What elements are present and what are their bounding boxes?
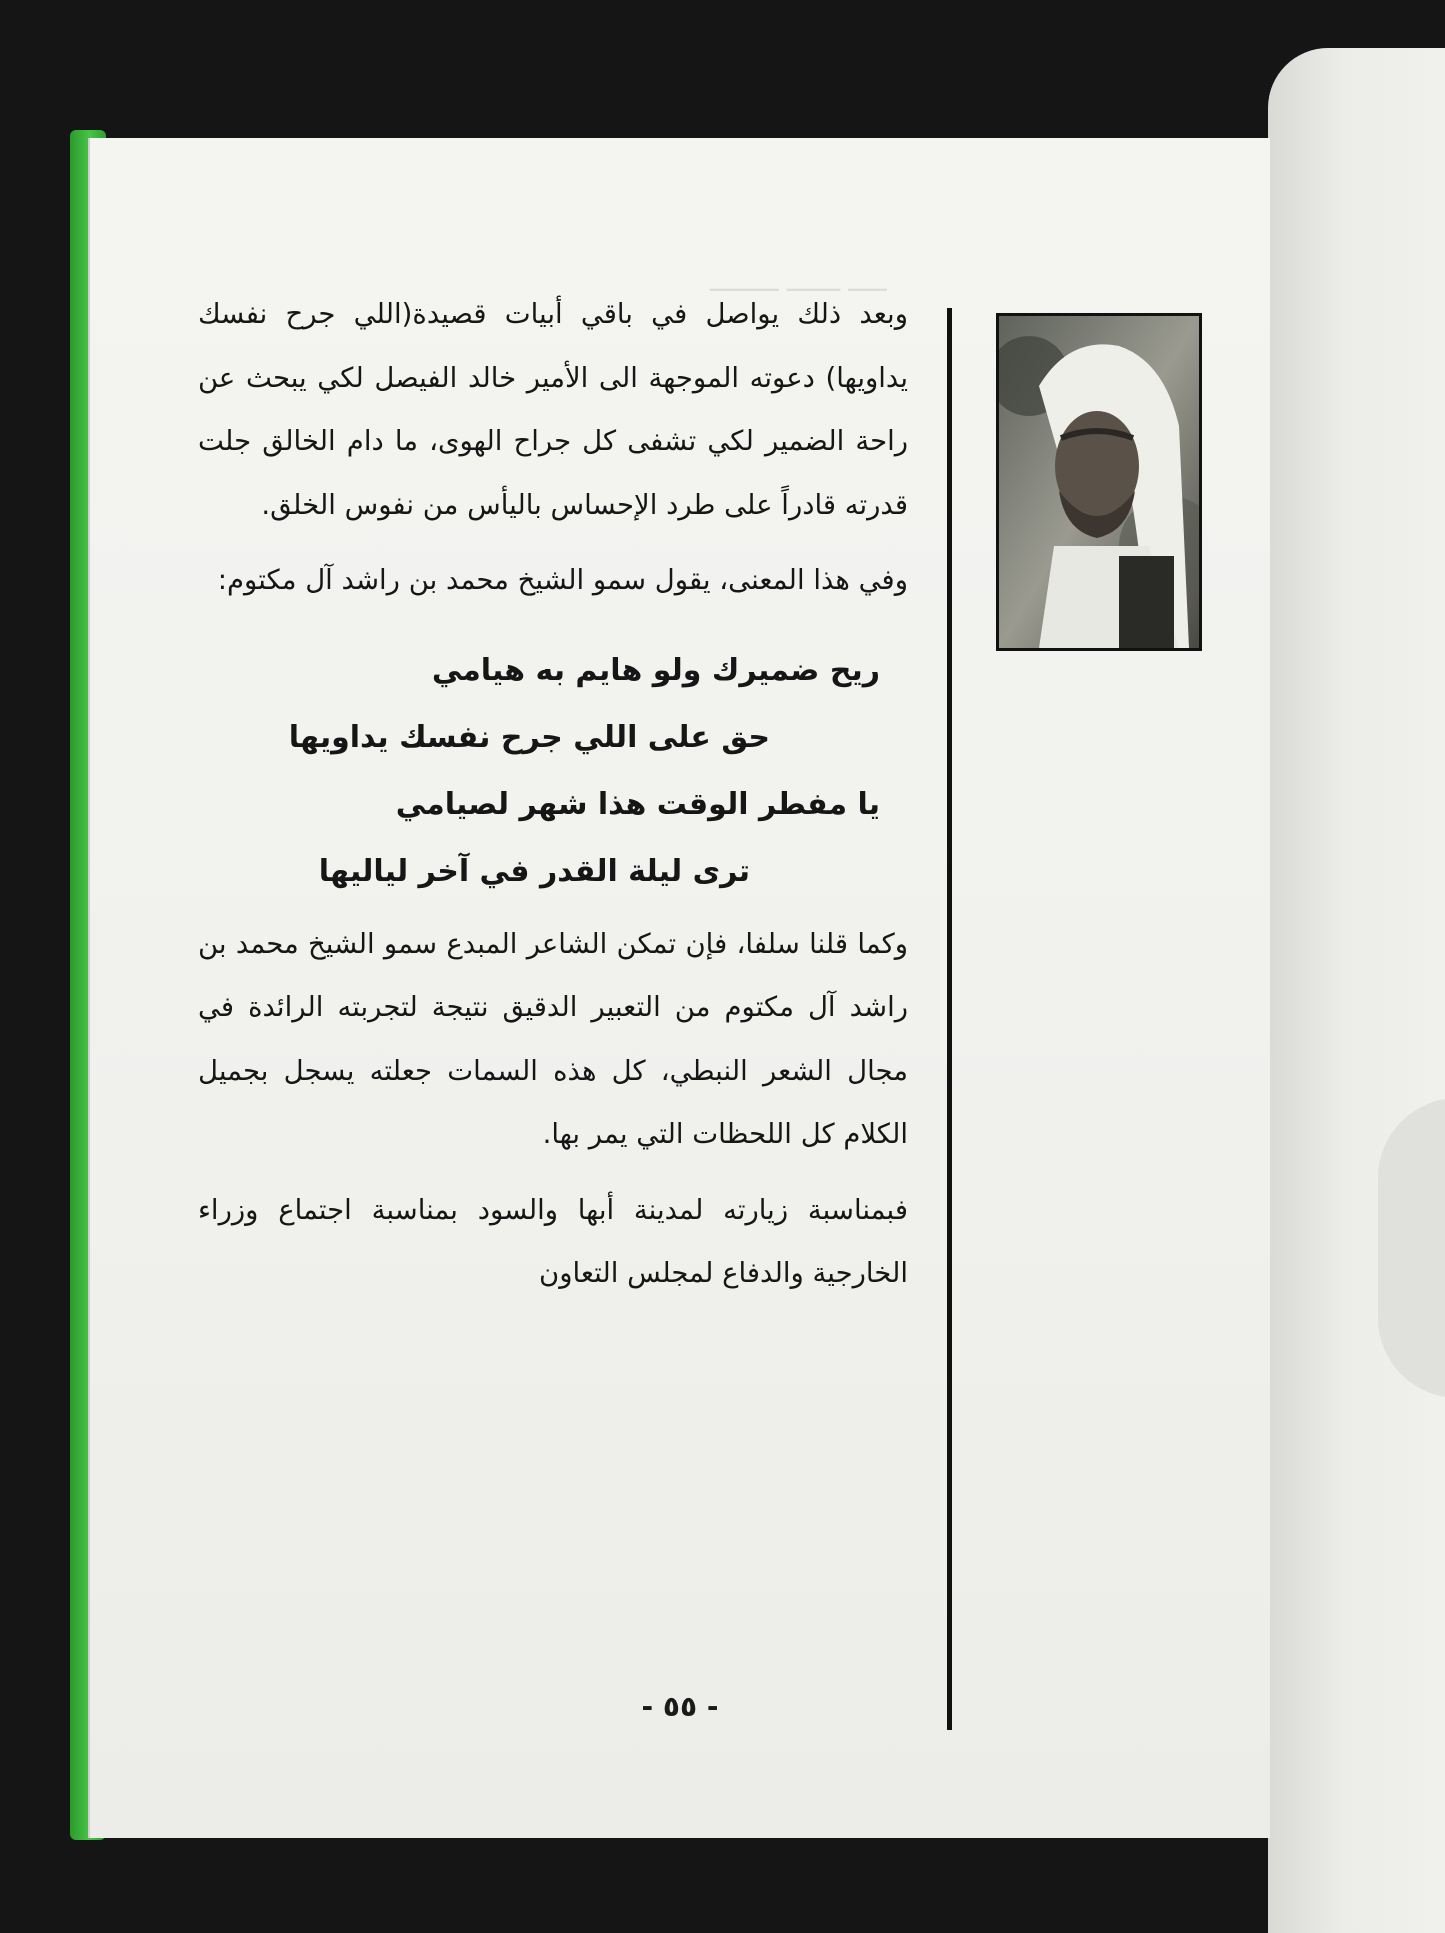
paragraph-3: وكما قلنا سلفا، فإن تمكن الشاعر المبدع سمو الشيخ محمد بن راشد آل مكتوم من التعبير الدقيق نتيجة لتجربته الرائدة في مجال الشعر النبطي، كل هذه السمات جعلته يسجل بجميل الكلام كل اللحظات التي يمر بها.	[198, 927, 908, 1150]
paragraph-4: فبمناسبة زيارته لمدينة أبها والسود بمناسبة اجتماع وزراء الخارجية والدفاع لمجلس التعاون	[198, 1193, 908, 1289]
poem	[198, 637, 880, 905]
poem-verse-2: حق على اللي جرح نفسك يداويها	[288, 719, 770, 755]
facing-page-shadow	[1378, 1098, 1445, 1398]
facing-page	[1268, 48, 1445, 1933]
page-number: - ٥٥ -	[641, 1690, 719, 1723]
portrait-image	[999, 316, 1199, 648]
book-page	[88, 138, 1270, 1838]
paragraph-2: وفي هذا المعنى، يقول سمو الشيخ محمد بن راشد آل مكتوم:	[217, 564, 908, 596]
bleed-through-text: ـــــــــ ـــــــ ـــــ	[710, 268, 887, 298]
poem-verse-1: ريح ضميرك ولو هايم به هيامي	[431, 652, 880, 688]
poem-verse-4: ترى ليلة القدر في آخر لياليها	[318, 853, 750, 889]
main-text	[198, 283, 908, 1306]
vertical-rule	[947, 308, 952, 1730]
paragraph-1: وبعد ذلك يواصل في باقي أبيات قصيدة(اللي جرح نفسك يداويها) دعوته الموجهة الى الأمير خالد الفيصل لكي يبحث عن راحة الضمير لكي تشفى كل جراح الهوى، ما دام الخالق جلت قدرته قادراً على طرد الإحساس باليأس من نفوس الخلق.	[198, 298, 908, 521]
portrait-photo	[996, 313, 1202, 651]
poem-verse-3: يا مفطر الوقت هذا شهر لصيامي	[395, 786, 880, 822]
